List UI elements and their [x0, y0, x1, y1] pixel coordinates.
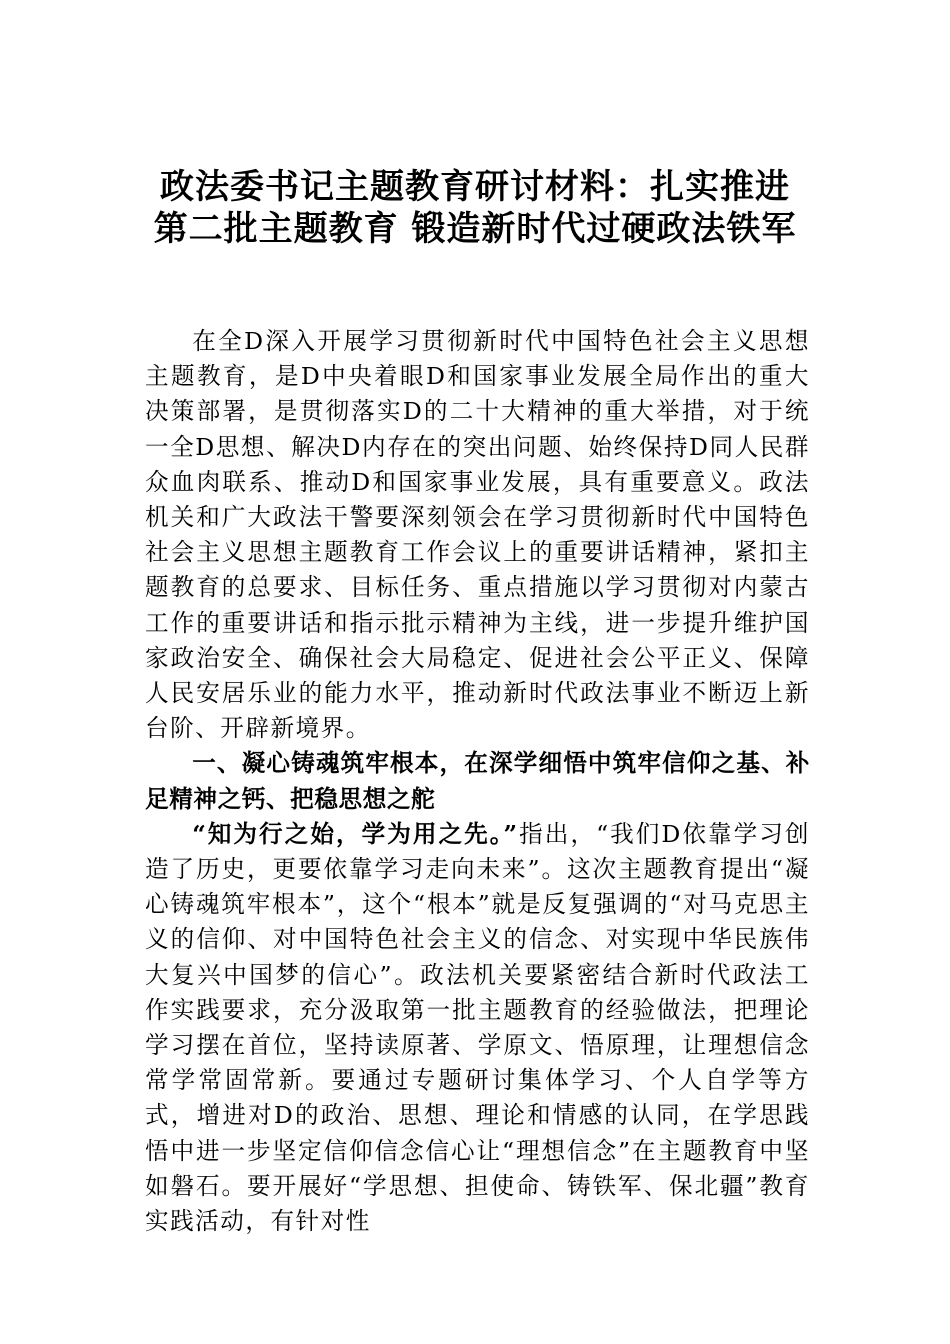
document-title-line-1: 政法委书记主题教育研讨材料：扎实推进: [160, 167, 790, 207]
body-paragraph-1: 在全D深入开展学习贯彻新时代中国特色社会主义思想主题教育，是D中央着眼D和国家事业发展全局作出的重大决策部署，是贯彻落实D的二十大精神的重大举措，对于统一全D思想、解决D内存在的突出问题、始终保持D同人民群众血肉联系、推动D和国家事业发展，具有重要意义。政法机关和广大政法干警要深刻领会在学习贯彻新时代中国特色社会主义思想主题教育工作会议上的重要讲话精神，紧扣主题教育的总要求、目标任务、重点措施以学习贯彻对内蒙古工作的重要讲话和指示批示精神为主线，进一步提升维护国家政治安全、确保社会大局稳定、促进社会公平正义、保障人民安居乐业的能力水平，推动新时代政法事业不断迈上新台阶、开辟新境界。: [145, 327, 810, 743]
document-title-line-2: 第二批主题教育 锻造新时代过硬政法铁军: [153, 209, 797, 249]
paragraph-2-text: 指出，“我们D依靠学习创造了历史，更要依靠学习走向未来”。这次主题教育提出“凝心铸魂筑牢根本”，这个“根本”就是反复强调的“对马克思主义的信仰、对中国特色社会主义的信念、对实现中华民族伟大复兴中国梦的信心”。政法机关要紧密结合新时代政法工作实践要求，充分汲取第一批主题教育的经验做法，把理论学习摆在首位，坚持读原著、学原文、悟原理，让理想信念常学常固常新。要通过专题研讨集体学习、个人自学等方式，增进对D的政治、思想、理论和情感的认同，在学思践悟中进一步坚定信仰信念信心让“理想信念”在主题教育中坚如磐石。要开展好“学思想、担使命、铸铁军、保北疆”教育实践活动，有针对性: [145, 819, 810, 1236]
body-paragraph-2: [145, 817, 810, 1239]
paragraph-quote: “知为行之始，学为用之先。”: [192, 819, 519, 848]
document-body: [145, 324, 810, 1239]
section-heading-1: 一、凝心铸魂筑牢根本，在深学细悟中筑牢信仰之基、补足精神之钙、把稳思想之舵: [145, 749, 810, 813]
